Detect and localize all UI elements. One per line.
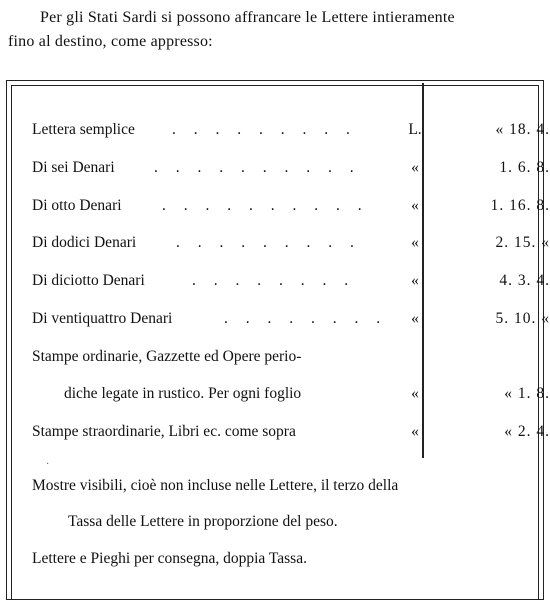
ink-speck: · [46, 459, 50, 470]
row-label: Di dodici Denari [32, 234, 137, 251]
row-label: Di sei Denari [32, 159, 115, 176]
row-currency-mark: « [411, 197, 419, 214]
note-mostre-line-1: Mostre visibili, cioè non incluse nelle Lettere, il terzo della [32, 477, 399, 494]
note-mostre-line-2: Tassa delle Lettere in proporzione del peso. [68, 513, 338, 530]
row-currency-mark: « [411, 423, 419, 440]
row-currency-mark: « [411, 385, 419, 402]
tariff-row-stampe-straordinarie [32, 420, 550, 444]
tariff-row-ventiquattro-denari [32, 307, 550, 331]
row-price: 1. 6. 8. [499, 159, 550, 176]
tariff-row-diciotto-denari [32, 269, 550, 293]
row-leader-dots: . . . . . . . . [192, 272, 356, 289]
row-leader-dots: . . . . . . . . . . [154, 159, 361, 176]
row-label: Di diciotto Denari [32, 272, 145, 289]
row-label: Di otto Denari [32, 197, 122, 214]
row-label: Stampe straordinarie, Libri ec. come sopra [32, 423, 296, 440]
tariff-row-stampe-ordinarie-cont [32, 382, 550, 406]
row-leader-dots: . . . . . . . . [224, 310, 388, 327]
row-label: diche legate in rustico. Per ogni foglio [64, 385, 302, 402]
row-currency-mark: « [411, 310, 419, 327]
intro-line-2: fino al destino, come appresso: [8, 33, 213, 50]
row-leader-dots: . . . . . . . . . [176, 234, 361, 251]
tariff-row-lettera-semplice [32, 118, 550, 142]
row-price: « 1. 8. [504, 385, 550, 402]
row-currency-mark: « [411, 159, 419, 176]
row-label: Lettera semplice [32, 121, 135, 138]
row-currency-mark: « [411, 234, 419, 251]
row-price: 1. 16. 8. [490, 197, 550, 214]
intro-paragraph [8, 6, 542, 54]
row-label: Stampe ordinarie, Gazzette ed Opere perio- [32, 348, 302, 365]
row-price: 5. 10. « [495, 310, 550, 327]
tariff-row-dodici-denari [32, 231, 550, 255]
row-price: « 2. 4. [504, 423, 550, 440]
row-price: « 18. 4. [495, 121, 550, 138]
row-currency-mark: L. [408, 121, 422, 138]
tariff-row-stampe-ordinarie [32, 345, 532, 369]
row-label: Di ventiquattro Denari [32, 310, 173, 327]
row-price: 4. 3. 4. [499, 272, 550, 289]
row-price: 2. 15. « [495, 234, 550, 251]
tariff-row-sei-denari [32, 156, 550, 180]
tariff-row-otto-denari [32, 194, 550, 218]
intro-line-1: Per gli Stati Sardi si possono affrancare le Lettere intieramente [40, 9, 455, 26]
row-currency-mark: « [411, 272, 419, 289]
row-leader-dots: . . . . . . . . . . [162, 197, 369, 214]
row-leader-dots: . . . . . . . . . [172, 121, 357, 138]
note-consegna: Lettere e Pieghi per consegna, doppia Tassa. [32, 550, 307, 567]
